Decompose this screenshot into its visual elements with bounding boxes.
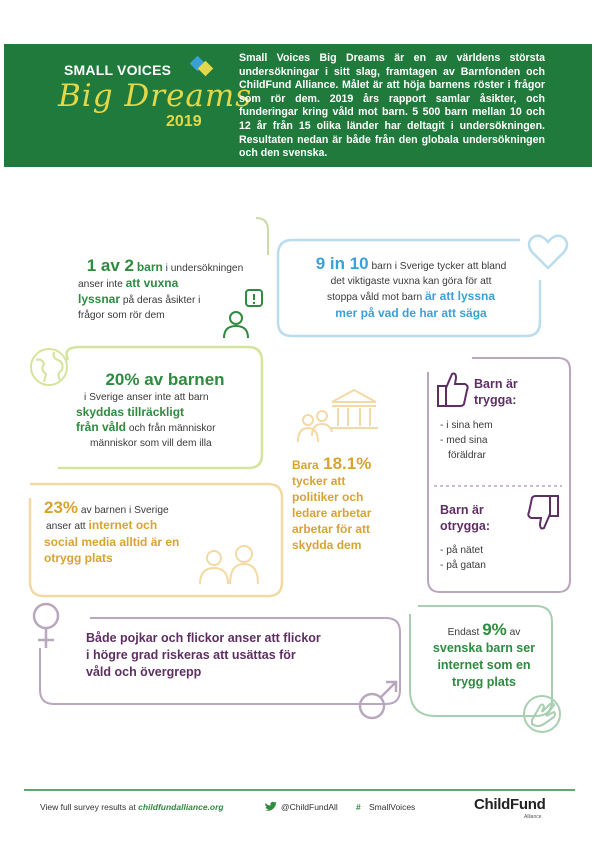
stat4-number: 18.1% bbox=[323, 454, 372, 473]
footer-twitter-handle[interactable]: @ChildFundAll bbox=[281, 802, 338, 812]
stat3-text2: och från människor bbox=[128, 423, 216, 434]
male-symbol-icon bbox=[356, 676, 404, 724]
stat1-number: 1 av 2 bbox=[86, 256, 134, 275]
stat2-text2: det viktigaste vuxna kan göra för att bbox=[330, 276, 492, 287]
stat8-highlight3: trygg plats bbox=[452, 675, 516, 689]
footer-results-text: View full survey results at bbox=[40, 802, 136, 812]
thumbs-down-icon bbox=[526, 492, 560, 532]
hashtag-icon: # bbox=[356, 802, 361, 812]
stat6-text2: anser att bbox=[46, 521, 86, 532]
unsafe-title2: otrygga: bbox=[440, 519, 490, 533]
stat-card-internet-safe bbox=[420, 622, 548, 691]
stat2-number: 9 in 10 bbox=[315, 254, 369, 273]
stat-card-politicians bbox=[292, 456, 422, 553]
stat8-prefix: Endast bbox=[447, 627, 480, 638]
childfund-logo-sub: Alliance bbox=[524, 814, 542, 820]
stat7-line3: våld och övergrepp bbox=[86, 665, 202, 679]
unsafe-list bbox=[440, 543, 486, 573]
stat2-highlight2: mer på vad de har att säga bbox=[335, 306, 487, 320]
stat2-text1: barn i Sverige tycker att bland bbox=[371, 261, 507, 272]
stat4-line3: ledare arbetar bbox=[292, 506, 372, 520]
unsafe-item: - på gatan bbox=[440, 560, 486, 571]
stat4-prefix: Bara bbox=[292, 458, 319, 472]
stat-card-gender bbox=[86, 630, 386, 681]
person-speaking-icon bbox=[222, 288, 272, 342]
female-symbol-icon bbox=[28, 600, 64, 652]
footer-results-link[interactable]: childfundalliance.org bbox=[138, 802, 224, 812]
childfund-logo: ChildFund bbox=[474, 796, 546, 813]
logo-small-voices: SMALL VOICES bbox=[64, 62, 172, 78]
safe-item: föräldrar bbox=[448, 450, 486, 461]
footer-results bbox=[40, 802, 224, 812]
stat4-line2: politiker och bbox=[292, 490, 364, 504]
stat6-text1: av barnen i Sverige bbox=[80, 505, 169, 516]
footer-hashtag[interactable]: SmallVoices bbox=[369, 802, 416, 812]
stat3-highlight1: skyddas tillräckligt bbox=[76, 405, 185, 419]
twitter-icon[interactable] bbox=[264, 801, 278, 813]
stat3-highlight2: från våld bbox=[76, 420, 127, 434]
stat4-line5: skydda dem bbox=[292, 538, 362, 552]
safe-title1: Barn är bbox=[474, 377, 518, 391]
thumbs-up-icon bbox=[436, 370, 470, 410]
stat6-number: 23% bbox=[44, 498, 79, 517]
stat1-highlight2: lyssnar bbox=[78, 292, 121, 306]
stat7-line1: Både pojkar och flickor anser att flickor bbox=[86, 631, 321, 645]
stat1-unit: barn bbox=[136, 260, 163, 274]
stat8-suffix: av bbox=[509, 627, 521, 638]
government-building-icon bbox=[294, 386, 404, 446]
unsafe-panel bbox=[440, 502, 490, 534]
stat1-text2: anser inte bbox=[78, 279, 123, 290]
stat6-highlight1: internet och bbox=[88, 518, 158, 532]
stat6-highlight2: social media alltid är en bbox=[44, 535, 180, 549]
safe-item: - med sina bbox=[440, 435, 488, 446]
stat4-line4: arbetar för att bbox=[292, 522, 371, 536]
stat6-highlight3: otrygg plats bbox=[44, 551, 113, 565]
globe-icon bbox=[28, 346, 70, 388]
two-people-icon bbox=[196, 542, 266, 586]
stat4-line1: tycker att bbox=[292, 474, 346, 488]
safe-panel bbox=[474, 376, 518, 408]
stat1-text1: i undersökningen bbox=[165, 263, 244, 274]
stat8-number: 9% bbox=[482, 620, 507, 639]
hand-stop-icon bbox=[520, 692, 566, 736]
stat2-text3: stoppa våld mot barn bbox=[326, 292, 423, 303]
logo-big-dreams: Big Dreams bbox=[58, 78, 253, 114]
stat3-text1: i Sverige anser inte att barn bbox=[84, 392, 209, 403]
stat1-text3: på deras åsikter i bbox=[122, 295, 201, 306]
stat8-highlight1: svenska barn ser bbox=[432, 641, 536, 655]
safe-title2: trygga: bbox=[474, 393, 517, 407]
stat8-highlight2: internet som en bbox=[437, 658, 531, 672]
stat2-highlight1: är att lyssna bbox=[424, 289, 496, 303]
safe-item: - i sina hem bbox=[440, 420, 493, 431]
stat7-line2: i högre grad riskeras att usättas för bbox=[86, 648, 296, 662]
logo-year: 2019 bbox=[166, 113, 202, 130]
unsafe-title1: Barn är bbox=[440, 503, 484, 517]
stat-card-protection bbox=[68, 370, 262, 451]
stat-card-nine-in-ten bbox=[286, 256, 536, 321]
stat1-highlight1: att vuxna bbox=[125, 276, 179, 290]
unsafe-item: - på nätet bbox=[440, 545, 484, 556]
stat3-text3: människor som vill dem illa bbox=[90, 438, 212, 449]
safe-list bbox=[440, 418, 493, 463]
intro-text: Small Voices Big Dreams är en av världens största undersökningar i sitt slag, framtagen av Barnfonden och ChildFund Alliance. Målet är att höja barnens röster i frågor som rör dem. 2019 års rapport samlar åsikter, och funderingar kring våld mot barn. 5 500 barn mellan 10 och 12 år från 15 olika länder har deltagit i undersökningen. Resultaten nedan är både från den globala undersökningen och den svenska. bbox=[239, 52, 545, 160]
stat1-text4: frågor som rör dem bbox=[78, 310, 165, 321]
stat3-number: 20% av barnen bbox=[105, 370, 225, 389]
